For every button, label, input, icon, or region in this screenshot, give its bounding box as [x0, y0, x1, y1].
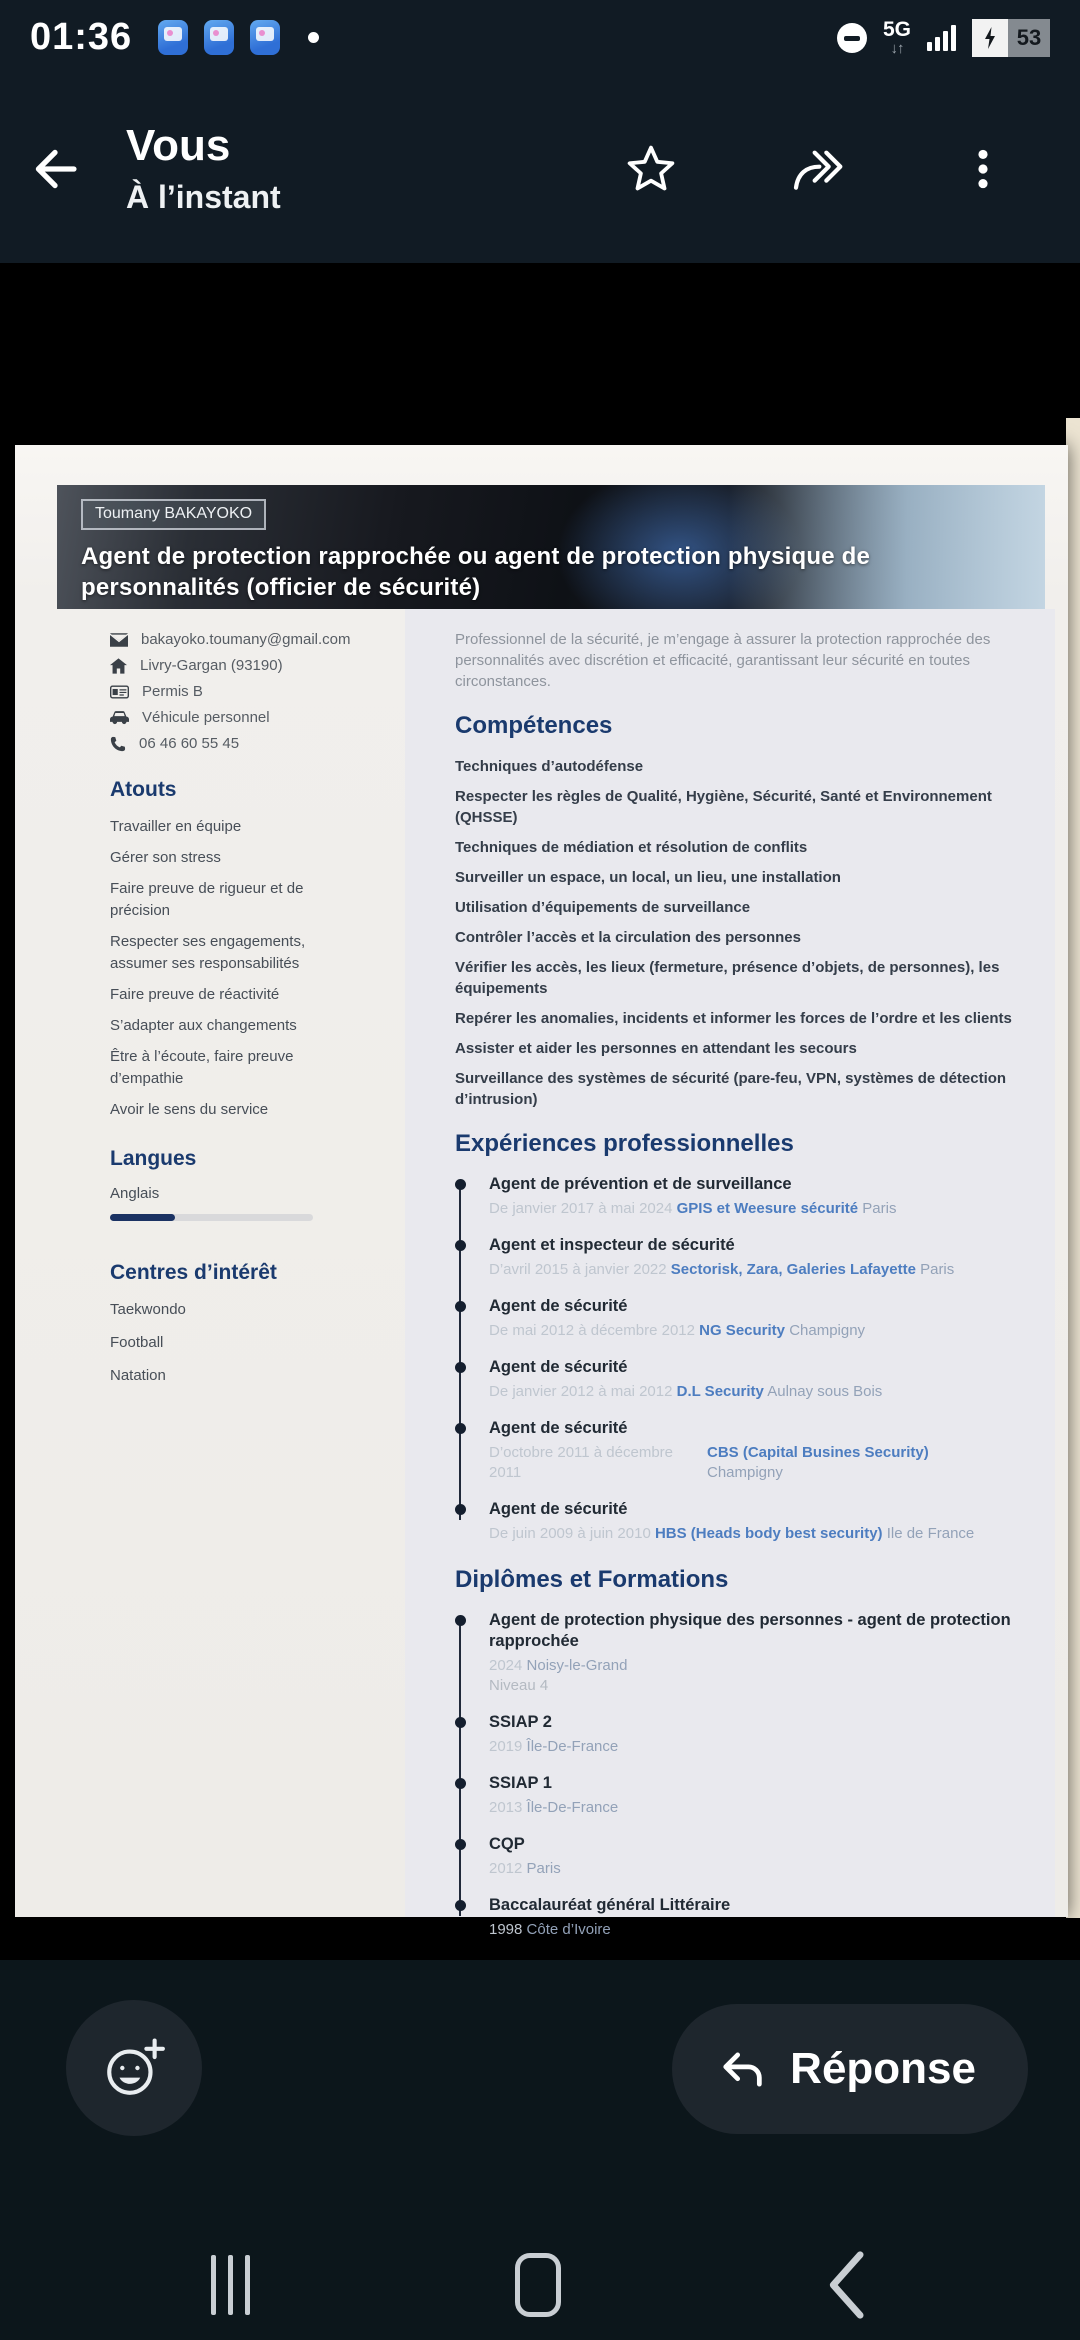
contact-license: Permis B — [142, 683, 203, 700]
do-not-disturb-icon — [837, 23, 867, 53]
interest-item: Natation — [110, 1367, 166, 1384]
diploma-title: SSIAP 2 — [489, 1713, 552, 1731]
contact-row — [110, 657, 350, 674]
experience-location: Champigny — [707, 1464, 783, 1481]
experience-title: Agent de sécurité — [489, 1500, 628, 1518]
timeline-dot — [455, 1423, 466, 1434]
home-button[interactable] — [483, 2240, 593, 2330]
experience-company: D.L Security — [676, 1383, 764, 1400]
diploma-place: Côte d’Ivoire — [526, 1921, 611, 1938]
diploma-title: Agent de protection physique des personnes - agent de protection rapprochée — [489, 1611, 1011, 1650]
timeline-line — [459, 1184, 461, 1520]
interest-item: Taekwondo — [110, 1301, 186, 1318]
home-icon — [515, 2253, 561, 2317]
forward-arrow-icon — [789, 141, 845, 197]
gallery-notification-icon — [204, 20, 234, 55]
contact-vehicle: Véhicule personnel — [142, 709, 270, 726]
atout-item: Gérer son stress — [110, 849, 221, 866]
car-icon — [110, 710, 129, 725]
experience-entry — [489, 1499, 1035, 1544]
experience-company: CBS (Capital Busines Security) — [707, 1444, 929, 1461]
diploma-entry — [489, 1895, 1035, 1940]
timeline-dot — [455, 1301, 466, 1312]
language-label: Anglais — [110, 1185, 160, 1202]
more-notifications-dot-icon — [308, 32, 319, 43]
timeline-dot — [455, 1900, 466, 1911]
cv-banner — [57, 485, 1045, 609]
emoji-add-icon — [101, 2035, 167, 2101]
atout-item: Respecter ses engagements, assumer ses responsabilités — [110, 933, 306, 972]
header-titles — [126, 122, 281, 215]
diploma-title: Baccalauréat général Littéraire — [489, 1896, 731, 1914]
experience-date: D’octobre 2011 à décembre 2011 — [489, 1444, 673, 1481]
competence-item: Surveillance des systèmes de sécurité (pare-feu, VPN, systèmes de détection d’intrusion) — [455, 1070, 1007, 1108]
experience-title: Agent de sécurité — [489, 1297, 628, 1315]
star-icon — [624, 142, 678, 196]
interests-list — [110, 1299, 350, 1387]
sender-name: Vous — [126, 121, 231, 171]
timeline-dot — [455, 1615, 466, 1626]
photo-background-edge — [1066, 418, 1080, 1918]
cv-left-column — [110, 631, 350, 1398]
recents-icon — [211, 2255, 250, 2315]
diploma-place: Paris — [526, 1860, 561, 1877]
timeline-dot — [455, 1717, 466, 1728]
experience-location: Paris — [862, 1200, 897, 1217]
contact-phone: 06 46 60 55 45 — [139, 735, 240, 752]
message-action-bar — [0, 1960, 1080, 2340]
gallery-notification-icon — [158, 20, 188, 55]
header-actions — [596, 114, 1038, 224]
experience-entry — [489, 1174, 1035, 1219]
back-button[interactable] — [0, 109, 110, 229]
experience-company: HBS (Heads body best security) — [654, 1525, 883, 1542]
cv-right-column — [455, 629, 1035, 1962]
experience-location: Ile de France — [886, 1525, 975, 1542]
experience-entry — [489, 1418, 1035, 1483]
experience-title: Agent de sécurité — [489, 1419, 628, 1437]
experience-title: Agent et inspecteur de sécurité — [489, 1236, 735, 1254]
timeline-line — [459, 1620, 461, 1916]
diploma-place: Île-De-France — [526, 1799, 619, 1816]
network-type-label: 5G — [882, 18, 911, 41]
reply-arrow-icon — [716, 2043, 768, 2095]
gallery-notification-icon — [250, 20, 280, 55]
experience-meta — [489, 1443, 1035, 1483]
diploma-meta — [489, 1859, 1035, 1879]
status-bar — [0, 0, 1080, 75]
atout-item: Être à l’écoute, faire preuve d’empathie — [110, 1048, 294, 1087]
experience-timeline — [455, 1174, 1035, 1544]
diploma-entry — [489, 1834, 1035, 1879]
diploma-meta — [489, 1920, 1035, 1940]
experience-company-location — [707, 1443, 929, 1483]
atout-item: Avoir le sens du service — [110, 1101, 269, 1118]
experience-date: De janvier 2012 à mai 2012 — [489, 1383, 673, 1400]
network-indicator — [883, 19, 911, 56]
experience-date: De juin 2009 à juin 2010 — [489, 1525, 651, 1542]
timeline-dot — [455, 1778, 466, 1789]
language-level-fill — [110, 1214, 175, 1221]
experience-meta — [489, 1260, 1035, 1280]
competence-item: Assister et aider les personnes en attendant les secours — [455, 1040, 857, 1057]
diploma-level: Niveau 4 — [489, 1677, 549, 1694]
section-title-experiences: Expériences professionnelles — [455, 1130, 794, 1157]
experience-company: GPIS et Weesure sécurité — [676, 1200, 859, 1217]
status-indicators — [837, 19, 1050, 57]
diploma-year: 2024 — [489, 1657, 523, 1674]
competence-item: Vérifier les accès, les lieux (fermeture, présence d’objets, de personnes), les équipements — [455, 959, 1000, 997]
diploma-meta — [489, 1737, 1035, 1757]
id-card-icon — [110, 685, 129, 699]
diploma-year: 2012 — [489, 1860, 523, 1877]
back-chevron-icon — [818, 2248, 872, 2322]
experience-meta — [489, 1199, 1035, 1219]
competences-list — [455, 756, 1035, 1110]
experience-title: Agent de prévention et de surveillance — [489, 1175, 792, 1193]
diploma-timeline — [455, 1610, 1035, 1940]
diploma-entry — [489, 1610, 1035, 1696]
timestamp-label: À l’instant — [126, 178, 281, 215]
more-options-button[interactable] — [928, 114, 1038, 224]
house-icon — [110, 658, 127, 674]
atout-item: Faire preuve de rigueur et de précision — [110, 880, 304, 919]
competence-item: Respecter les règles de Qualité, Hygiène, Sécurité, Santé et Environnement (QHSSE) — [455, 788, 992, 826]
atout-item: Faire preuve de réactivité — [110, 986, 280, 1003]
diploma-place: Île-De-France — [526, 1738, 619, 1755]
experience-entry — [489, 1235, 1035, 1280]
diploma-year: 2019 — [489, 1738, 523, 1755]
experience-location: Aulnay sous Bois — [767, 1383, 883, 1400]
diploma-title: SSIAP 1 — [489, 1774, 552, 1792]
section-title-langues: Langues — [110, 1147, 197, 1170]
experience-meta — [489, 1321, 1035, 1341]
cv-person-name: Toumany BAKAYOKO — [81, 499, 266, 530]
recents-button[interactable] — [175, 2240, 285, 2330]
charging-bolt-icon — [972, 19, 1008, 57]
atout-item: Travailler en équipe — [110, 818, 242, 835]
interest-item: Football — [110, 1334, 164, 1351]
experience-company: Sectorisk, Zara, Galeries Lafayette — [670, 1261, 916, 1278]
timeline-dot — [455, 1179, 466, 1190]
experience-location: Paris — [920, 1261, 955, 1278]
reply-button-label: Réponse — [790, 2044, 976, 2093]
competence-item: Contrôler l’accès et la circulation des personnes — [455, 929, 801, 946]
experience-meta — [489, 1524, 1035, 1544]
contact-row — [110, 735, 350, 752]
diploma-meta — [489, 1656, 1035, 1676]
forward-button[interactable] — [762, 114, 872, 224]
experience-location: Champigny — [789, 1322, 866, 1339]
cv-job-title-line2: personnalités (officier de sécurité) — [81, 574, 481, 601]
image-message-viewer[interactable] — [0, 263, 1080, 1960]
section-title-interets: Centres d’intérêt — [110, 1261, 277, 1284]
add-reaction-button[interactable] — [66, 2000, 202, 2136]
battery-indicator — [972, 19, 1050, 57]
experience-date: De mai 2012 à décembre 2012 — [489, 1322, 695, 1339]
system-navigation-bar — [0, 2230, 1080, 2340]
contact-row — [110, 709, 350, 726]
nav-back-button[interactable] — [790, 2240, 900, 2330]
competence-item: Techniques de médiation et résolution de conflits — [455, 839, 808, 856]
notification-icons — [158, 20, 319, 55]
contact-list — [110, 631, 350, 752]
experience-entry — [489, 1296, 1035, 1341]
arrow-left-icon — [29, 143, 81, 195]
diploma-place: Noisy-le-Grand — [526, 1657, 628, 1674]
experience-title: Agent de sécurité — [489, 1358, 628, 1376]
battery-percent: 53 — [1008, 19, 1050, 57]
experience-company: NG Security — [699, 1322, 786, 1339]
diploma-meta — [489, 1798, 1035, 1818]
conversation-header — [0, 75, 1080, 263]
experience-meta — [489, 1382, 1035, 1402]
contact-email: bakayoko.toumany@gmail.com — [141, 631, 351, 648]
cv-intro-paragraph: Professionnel de la sécurité, je m’engage à assurer la protection rapprochée des personnalités avec discrétion et efficacité, garantissant leur sécurité en toutes circonstances. — [455, 631, 991, 690]
timeline-dot — [455, 1839, 466, 1850]
diploma-title: CQP — [489, 1835, 525, 1853]
kebab-menu-icon — [958, 144, 1008, 194]
clock: 01:36 — [30, 16, 133, 58]
data-arrows-icon: ↓↑ — [890, 40, 904, 57]
phone-icon — [110, 736, 126, 752]
timeline-dot — [455, 1240, 466, 1251]
competence-item: Utilisation d’équipements de surveillance — [455, 899, 751, 916]
section-title-competences: Compétences — [455, 712, 613, 739]
experience-entry — [489, 1357, 1035, 1402]
competence-item: Repérer les anomalies, incidents et informer les forces de l’ordre et les clients — [455, 1010, 1012, 1027]
timeline-dot — [455, 1362, 466, 1373]
experience-date: De janvier 2017 à mai 2024 — [489, 1200, 673, 1217]
language-level-bar — [110, 1214, 313, 1221]
competence-item: Techniques d’autodéfense — [455, 758, 644, 775]
section-title-diplomes: Diplômes et Formations — [455, 1566, 729, 1593]
contact-city: Livry-Gargan (93190) — [140, 657, 283, 674]
envelope-icon — [110, 633, 128, 647]
star-button[interactable] — [596, 114, 706, 224]
reply-button[interactable] — [672, 2004, 1028, 2134]
contact-row — [110, 631, 350, 648]
diploma-year: 1998 — [489, 1921, 523, 1938]
experience-date: D’avril 2015 à janvier 2022 — [489, 1261, 667, 1278]
timeline-dot — [455, 1504, 466, 1515]
cv-job-title — [81, 541, 870, 603]
diploma-year: 2013 — [489, 1799, 523, 1816]
atout-item: S’adapter aux changements — [110, 1017, 297, 1034]
cv-document — [15, 445, 1068, 1938]
section-title-atouts: Atouts — [110, 778, 177, 801]
signal-strength-icon — [927, 25, 956, 51]
cv-job-title-line1: Agent de protection rapprochée ou agent de protection physique de — [81, 543, 871, 570]
diploma-entry — [489, 1712, 1035, 1757]
contact-row — [110, 683, 350, 700]
competence-item: Surveiller un espace, un local, un lieu, une installation — [455, 869, 841, 886]
diploma-entry — [489, 1773, 1035, 1818]
atouts-list — [110, 816, 350, 1121]
